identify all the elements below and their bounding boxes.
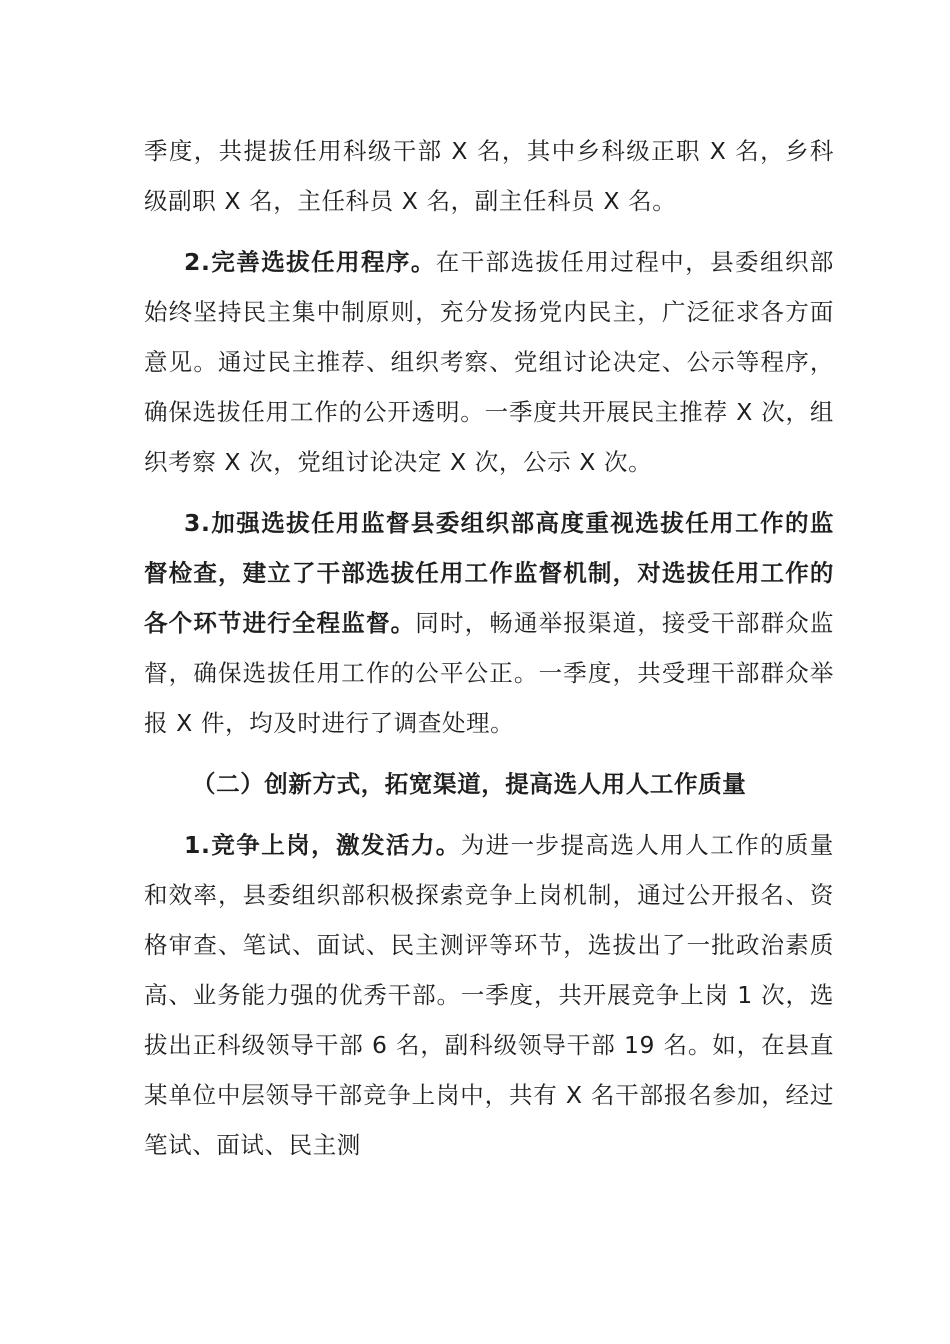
paragraph-continued-text: 季度，共提拔任用科级干部 X 名，其中乡科级正职 X 名，乡科级副职 X 名，主任科员 X 名，副主任科员 X 名。 [144, 137, 834, 215]
paragraph-supervision-body: 同时，畅通举报渠道，接受干部群众监督，确保选拔任用工作的公平公正。一季度，共受理干部群众举报 X 件，均及时进行了调查处理。 [144, 609, 834, 737]
paragraph-improve-procedure-title: 2.完善选拔任用程序。 [184, 248, 436, 276]
paragraph-competition [144, 820, 834, 1170]
document-body [144, 126, 834, 1170]
paragraph-continued [144, 126, 834, 226]
section-heading: （二）创新方式，拓宽渠道，提高选人用人工作质量 [192, 770, 747, 798]
paragraph-supervision [144, 498, 834, 748]
paragraph-improve-procedure [144, 237, 834, 487]
paragraph-competition-body: 为进一步提高选人用人工作的质量和效率，县委组织部积极探索竞争上岗机制，通过公开报名、资格审查、笔试、面试、民主测评等环节，选拔出了一批政治素质高、业务能力强的优秀干部。一季度，共开展竞争上岗 1 次，选拔出正科级领导干部 6 名，副科级领导干部 19 名。如，在县直某单位中层领导干部竞争上岗中，共有 X 名干部报名参加，经过笔试、面试、民主测 [144, 831, 835, 1159]
paragraph-supervision-title: 3.加强选拔任用监督县委组织部高度重视选拔任用工作的监督检查，建立了干部选拔任用工作监督机制，对选拔任用工作的各个环节进行全程监督。 [144, 509, 834, 637]
paragraph-improve-procedure-body: 在干部选拔任用过程中，县委组织部始终坚持民主集中制原则，充分发扬党内民主，广泛征求各方面意见。通过民主推荐、组织考察、党组讨论决定、公示等程序，确保选拔任用工作的公开透明。一季度共开展民主推荐 X 次，组织考察 X 次，党组讨论决定 X 次，公示 X 次。 [144, 248, 834, 476]
paragraph-competition-title: 1.竞争上岗，激发活力。 [184, 831, 461, 859]
